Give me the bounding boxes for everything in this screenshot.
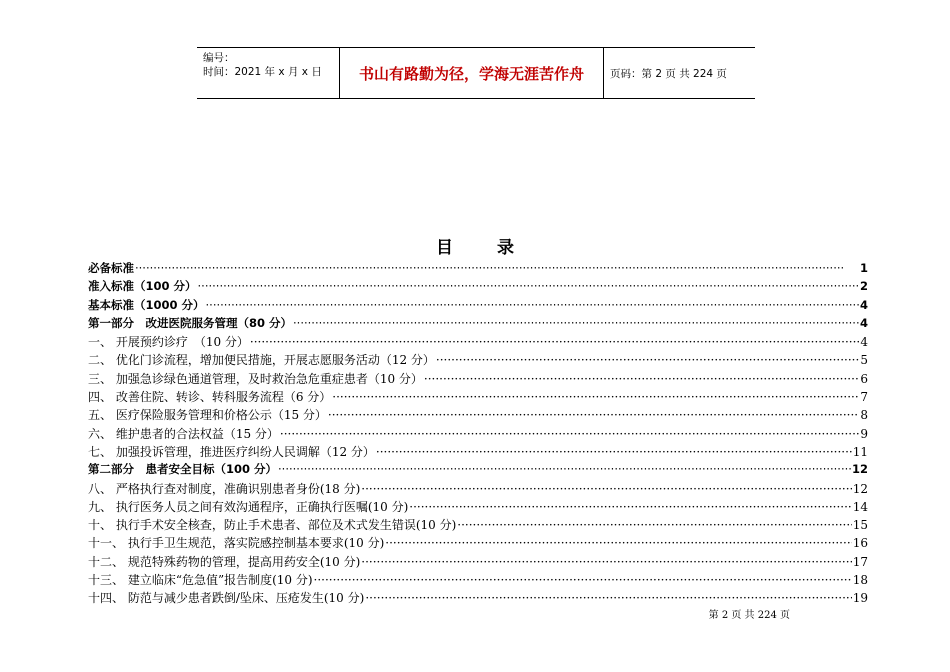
toc-dot-leader bbox=[376, 445, 852, 459]
motto-text: 书山有路勤为径，学海无涯苦作舟 bbox=[358, 64, 584, 83]
toc-entry-page: 15 bbox=[852, 518, 868, 533]
toc-entry-page: 11 bbox=[852, 444, 868, 459]
toc-dot-leader bbox=[278, 462, 851, 476]
toc-dot-leader bbox=[280, 427, 859, 441]
toc-entry-page: 12 bbox=[851, 462, 868, 477]
toc-entry-label: 四、 改善住院、转诊、转科服务流程（6 分） bbox=[88, 390, 332, 405]
toc-entry-label: 第一部分 改进医院服务管理（80 分） bbox=[88, 315, 293, 330]
toc-entry-page: 5 bbox=[860, 353, 868, 368]
toc-entry[interactable] bbox=[88, 315, 868, 333]
toc-title-right: 录 bbox=[497, 238, 514, 258]
toc-entry-label: 五、 医疗保险服务管理和价格公示（15 分） bbox=[88, 408, 327, 423]
toc-entry-page: 7 bbox=[860, 390, 868, 405]
toc-entry-page: 4 bbox=[859, 297, 868, 312]
toc-dot-leader bbox=[385, 536, 851, 550]
toc-entry-page: 1 bbox=[859, 261, 868, 275]
toc-dot-leader bbox=[135, 261, 859, 275]
toc-dot-leader bbox=[206, 298, 859, 312]
toc-entry-page: 18 bbox=[852, 573, 868, 588]
toc-entry-page: 12 bbox=[852, 481, 868, 496]
toc-dot-leader bbox=[436, 353, 859, 367]
toc-entry-page: 17 bbox=[852, 554, 868, 569]
page-info: 页码：第 2 页 共 224 页 bbox=[610, 67, 727, 80]
time-label: 时间：2021 年 x 月 x 日 bbox=[203, 66, 322, 78]
toc-dot-leader bbox=[250, 335, 859, 349]
toc-entry-label: 十四、 防范与减少患者跌倒/坠床、压疮发生(10 分) bbox=[88, 591, 365, 606]
toc-dot-leader bbox=[361, 482, 851, 496]
toc-entry-label: 十、 执行手术安全核查，防止手术患者、部位及术式发生错误(10 分) bbox=[88, 518, 457, 533]
toc-entry[interactable] bbox=[88, 425, 868, 443]
toc-entry[interactable] bbox=[88, 553, 868, 571]
toc-entry-label: 七、 加强投诉管理，推进医疗纠纷人民调解（12 分） bbox=[88, 444, 375, 459]
toc-entry-page: 9 bbox=[860, 426, 868, 441]
table-of-contents bbox=[88, 260, 868, 608]
toc-dot-leader bbox=[361, 555, 851, 569]
toc-dot-leader bbox=[314, 573, 852, 587]
toc-entry[interactable] bbox=[88, 480, 868, 498]
page-footer: 第 2 页 共 224 页 bbox=[708, 610, 790, 621]
toc-entry[interactable] bbox=[88, 406, 868, 424]
toc-entry-label: 基本标准（1000 分） bbox=[88, 297, 205, 312]
toc-entry[interactable] bbox=[88, 589, 868, 607]
toc-entry-label: 十三、 建立临床“危急值”报告制度(10 分) bbox=[88, 573, 313, 588]
toc-entry[interactable] bbox=[88, 388, 868, 406]
toc-entry-page: 2 bbox=[859, 279, 868, 294]
toc-title bbox=[0, 233, 950, 258]
toc-entry-label: 必备标准 bbox=[88, 261, 134, 275]
toc-entry[interactable] bbox=[88, 333, 868, 351]
toc-entry-label: 准入标准（100 分） bbox=[88, 279, 197, 294]
toc-dot-leader bbox=[457, 518, 851, 532]
toc-entry-label: 十二、 规范特殊药物的管理，提高用药安全(10 分) bbox=[88, 554, 361, 569]
toc-entry[interactable] bbox=[88, 498, 868, 516]
document-header bbox=[197, 47, 755, 99]
toc-entry-label: 第二部分 患者安全目标（100 分） bbox=[88, 462, 278, 477]
header-page-cell bbox=[604, 48, 755, 98]
toc-entry-label: 二、 优化门诊流程，增加便民措施，开展志愿服务活动（12 分） bbox=[88, 353, 435, 368]
toc-dot-leader bbox=[409, 500, 851, 514]
toc-dot-leader bbox=[424, 372, 859, 386]
toc-dot-leader bbox=[198, 279, 859, 293]
toc-title-left: 目 bbox=[436, 238, 453, 258]
toc-entry-label: 一、 开展预约诊疗 （10 分） bbox=[88, 335, 249, 350]
toc-dot-leader bbox=[328, 408, 859, 422]
toc-entry-page: 19 bbox=[852, 591, 868, 606]
toc-entry[interactable] bbox=[88, 534, 868, 552]
toc-entry-page: 14 bbox=[852, 499, 868, 514]
toc-entry[interactable] bbox=[88, 351, 868, 369]
toc-entry-label: 八、 严格执行查对制度，准确识别患者身份(18 分) bbox=[88, 481, 361, 496]
toc-entry-page: 4 bbox=[859, 315, 868, 330]
toc-entry[interactable] bbox=[88, 516, 868, 534]
toc-entry[interactable] bbox=[88, 297, 868, 315]
number-label: 编号： bbox=[203, 52, 235, 64]
toc-entry[interactable] bbox=[88, 370, 868, 388]
toc-entry-label: 六、 维护患者的合法权益（15 分） bbox=[88, 426, 279, 441]
toc-dot-leader bbox=[293, 316, 859, 330]
toc-entry-page: 4 bbox=[860, 335, 868, 350]
toc-entry-label: 十一、 执行手卫生规范，落实院感控制基本要求(10 分) bbox=[88, 536, 385, 551]
header-meta-cell bbox=[197, 48, 340, 98]
toc-entry[interactable] bbox=[88, 260, 868, 278]
toc-entry-page: 6 bbox=[860, 371, 868, 386]
toc-entry[interactable] bbox=[88, 461, 868, 479]
toc-entry[interactable] bbox=[88, 571, 868, 589]
toc-entry-label: 九、 执行医务人员之间有效沟通程序，正确执行医嘱(10 分) bbox=[88, 499, 409, 514]
header-motto-cell bbox=[340, 48, 604, 98]
toc-dot-leader bbox=[365, 591, 851, 605]
toc-entry[interactable] bbox=[88, 443, 868, 461]
toc-entry-page: 8 bbox=[860, 408, 868, 423]
toc-entry-page: 16 bbox=[852, 536, 868, 551]
toc-dot-leader bbox=[332, 390, 859, 404]
toc-entry-label: 三、 加强急诊绿色通道管理，及时救治急危重症患者（10 分） bbox=[88, 371, 423, 386]
toc-entry[interactable] bbox=[88, 278, 868, 296]
